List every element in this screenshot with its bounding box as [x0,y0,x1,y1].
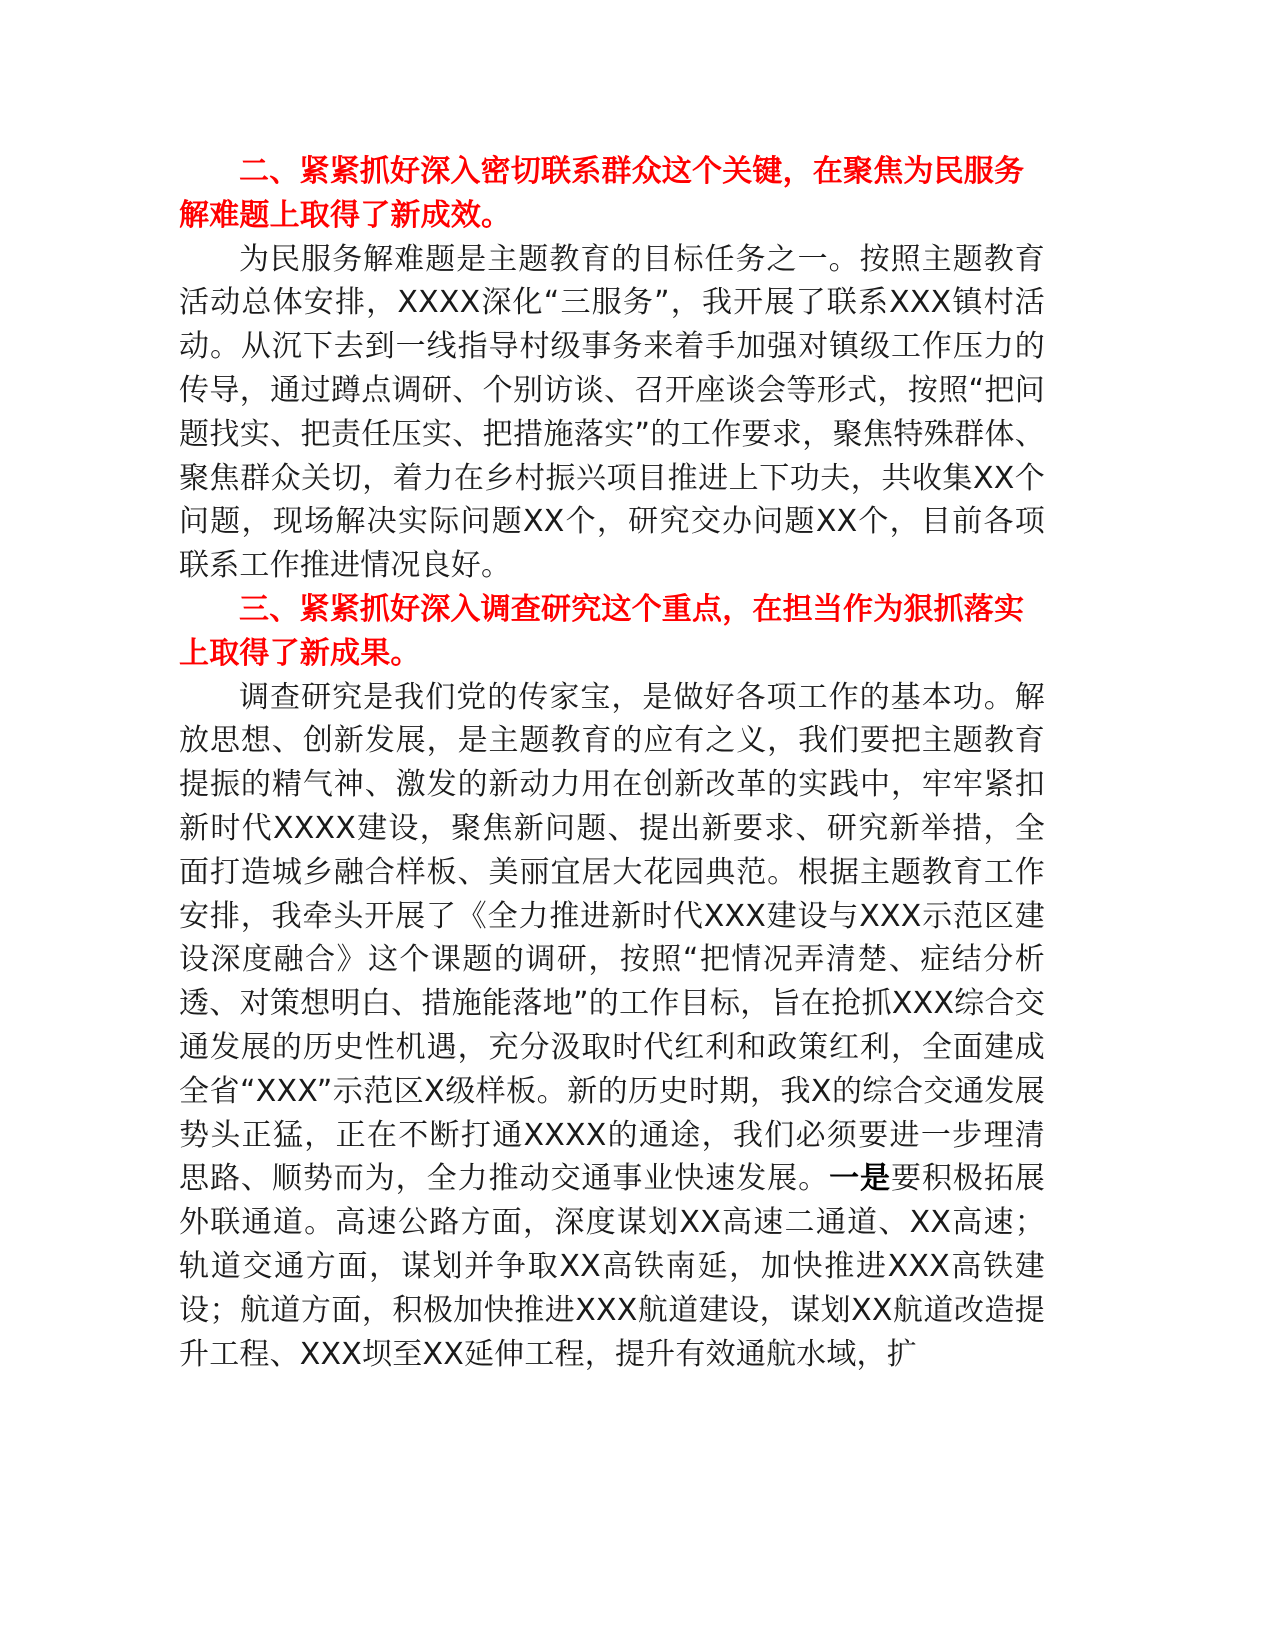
section-3-body-part2: 要积极拓展外联通道。高速公路方面，深度谋划XX高速二通道、XX高速；轨道交通方面，谋划并争取XX高铁南延，加快推进XXX高铁建设；航道方面，积极加快推进XXX航道建设，谋划XX航道改造提升工程、XXX坝至XX延伸工程，提升有效通航水域，扩 [179,1161,1046,1372]
section-3-body [179,676,1045,1377]
document-page [179,150,1045,1376]
section-2-heading: 二、紧紧抓好深入密切联系群众这个关键，在聚焦为民服务解难题上取得了新成效。 [179,154,1025,233]
section-3-body-bold-marker: 一是 [829,1161,891,1197]
section-2-body: 为民服务解难题是主题教育的目标任务之一。按照主题教育活动总体安排，XXXX深化“三服务”，我开展了联系XXX镇村活动。从沉下去到一线指导村级事务来着手加强对镇级工作压力的传导，通过蹲点调研、个别访谈、召开座谈会等形式，按照“把问题找实、把责任压实、把措施落实”的工作要求，聚焦特殊群体、聚焦群众关切，着力在乡村振兴项目推进上下功夫，共收集XX个问题，现场解决实际问题XX个，研究交办问题XX个，目前各项联系工作推进情况良好。 [179,241,1045,584]
section-3-body-part1: 调查研究是我们党的传家宝，是做好各项工作的基本功。解放思想、创新发展，是主题教育的应有之义，我们要把主题教育提振的精气神、激发的新动力用在创新改革的实践中，牢牢紧扣新时代XXXX建设，聚焦新问题、提出新要求、研究新举措，全面打造城乡融合样板、美丽宜居大花园典范。根据主题教育工作安排，我牵头开展了《全力推进新时代XXX建设与XXX示范区建设深度融合》这个课题的调研，按照“把情况弄清楚、症结分析透、对策想明白、措施能落地”的工作目标，旨在抢抓XXX综合交通发展的历史性机遇，充分汲取时代红利和政策红利，全面建成全省“XXX”示范区X级样板。新的历史时期，我X的综合交通发展势头正猛，正在不断打通XXXX的通途，我们必须要进一步理清思路、顺势而为，全力推动交通事业快速发展。 [179,679,1045,1197]
section-3-heading: 三、紧紧抓好深入调查研究这个重点，在担当作为狠抓落实上取得了新成果。 [179,591,1025,671]
